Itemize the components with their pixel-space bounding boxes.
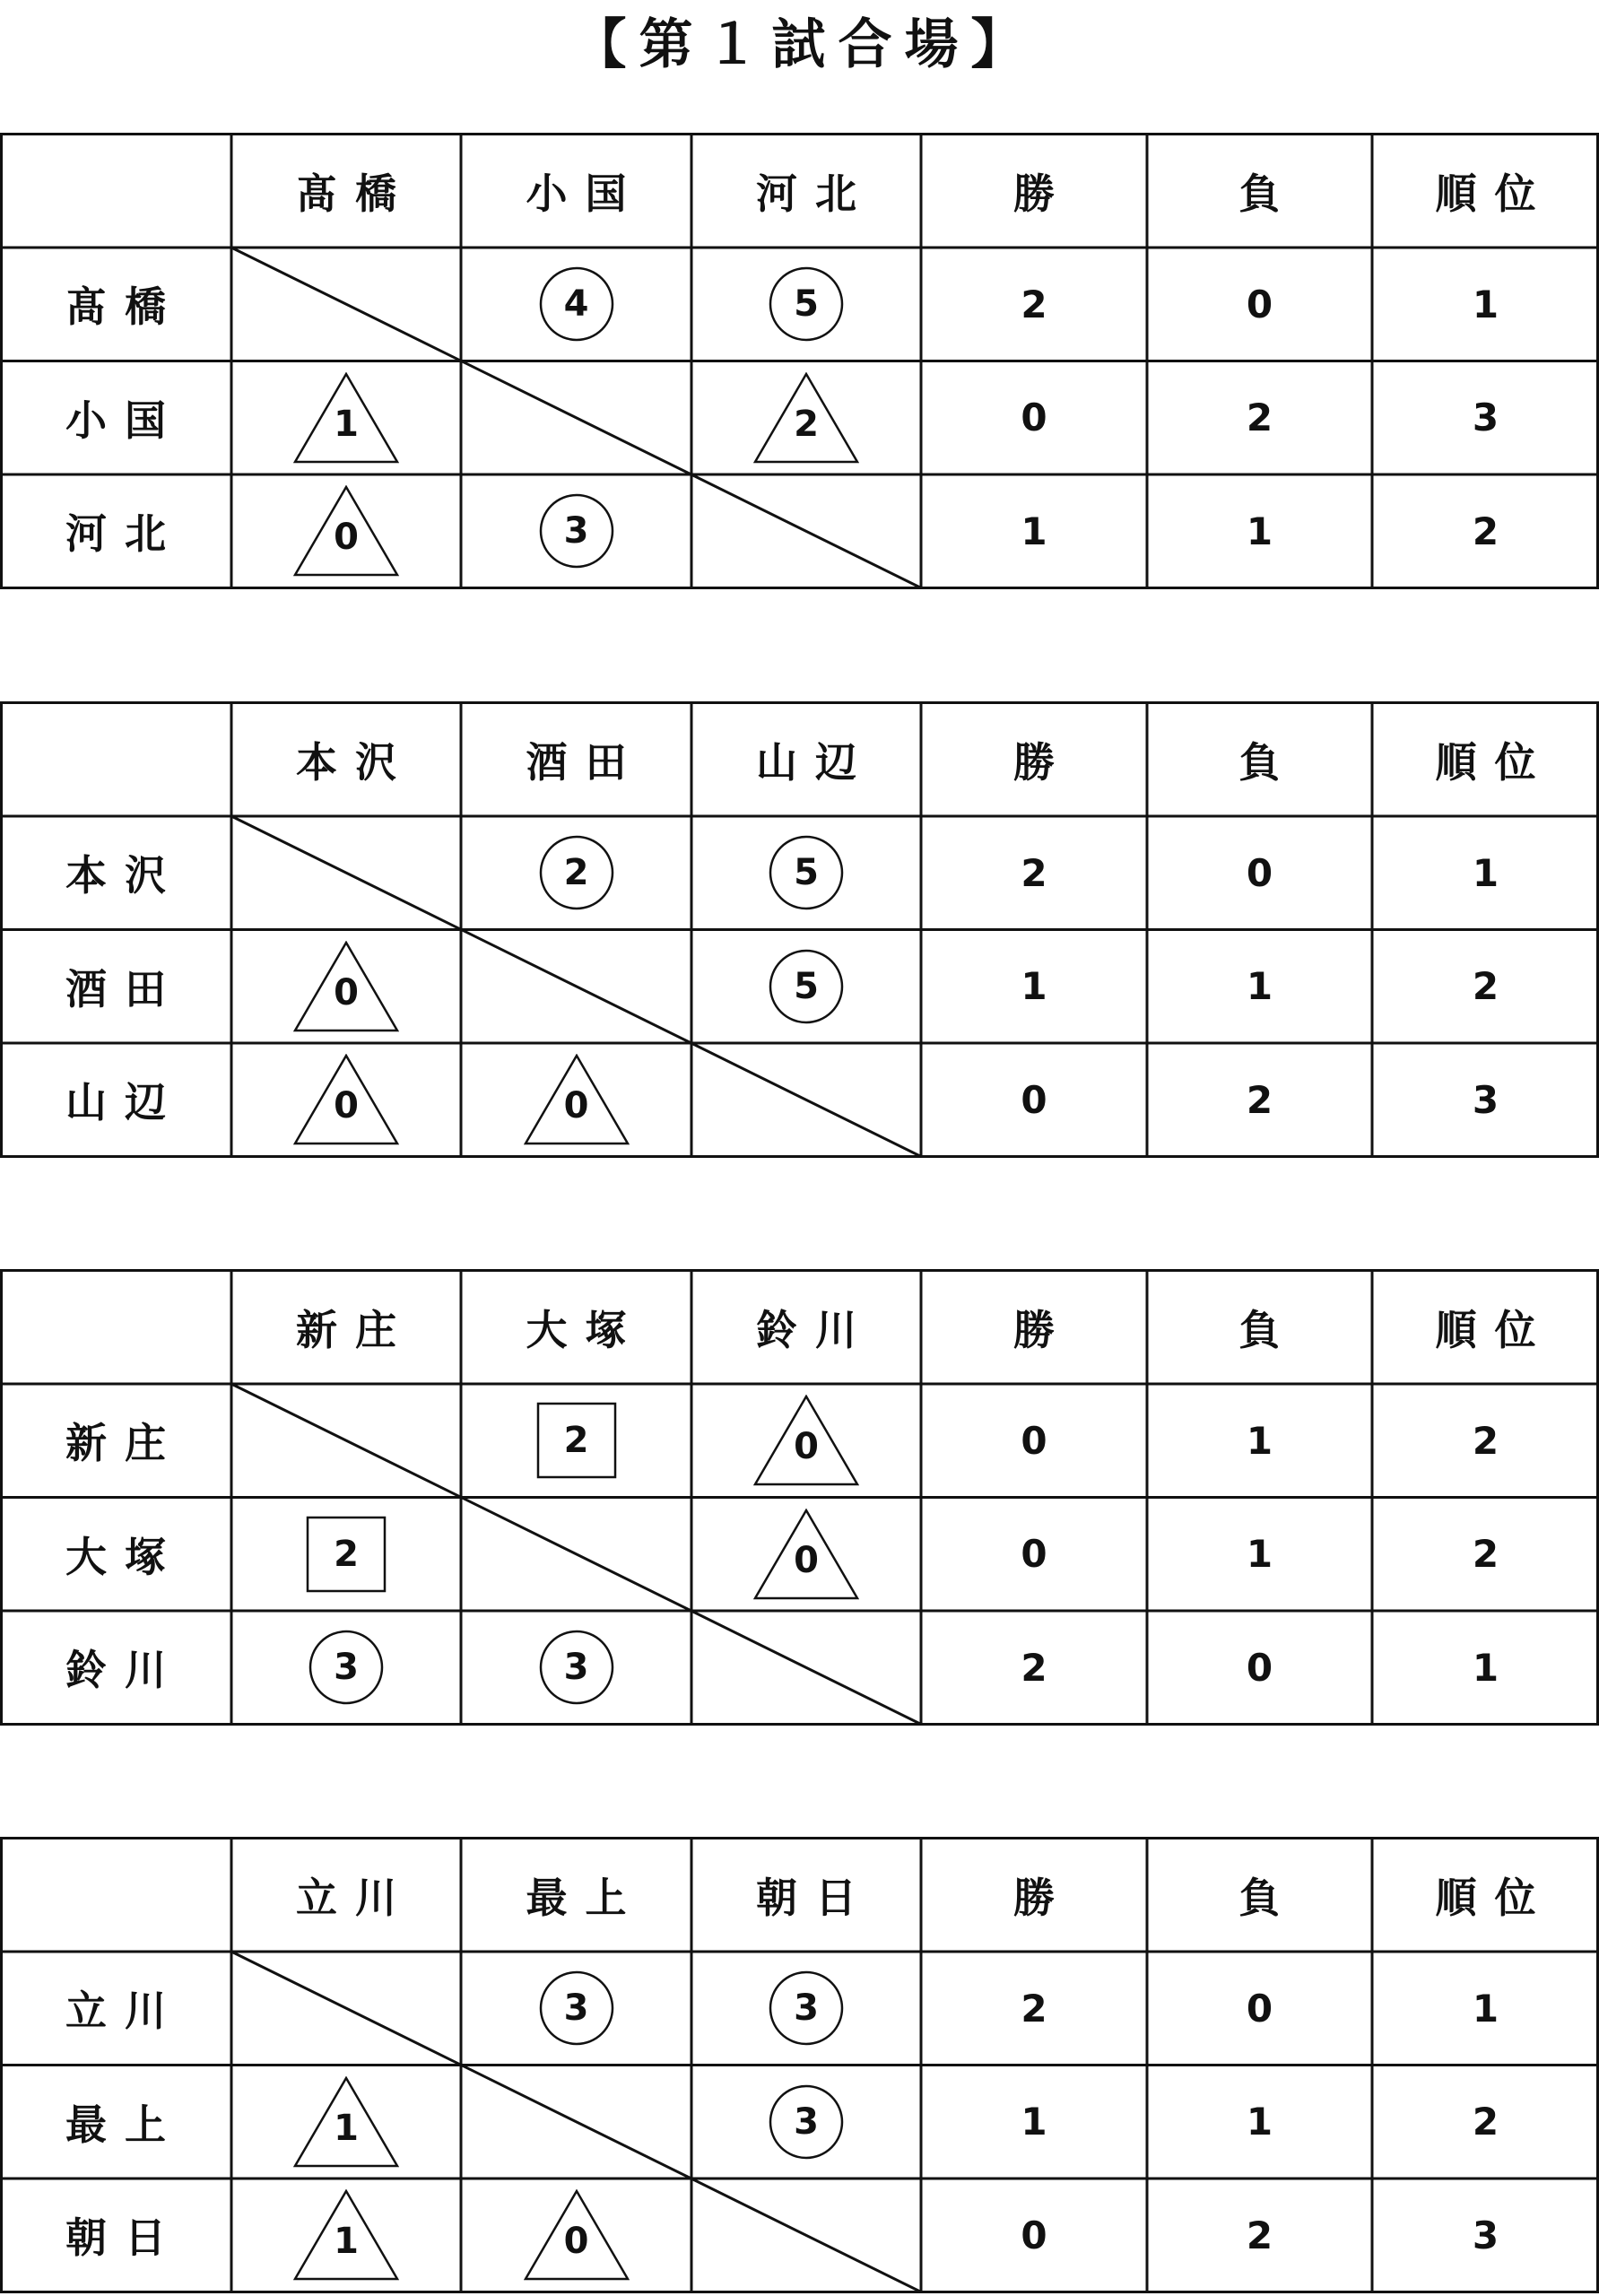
- win-count: 1: [1021, 964, 1047, 1009]
- score-value: 5: [794, 852, 819, 894]
- loss-triangle-icon: [524, 2189, 630, 2281]
- win-circle-icon: [539, 493, 614, 569]
- column-header-team: 酒 田: [526, 737, 627, 787]
- score-value: 2: [794, 403, 819, 445]
- league-table-3: [0, 1269, 1599, 1726]
- loss-count: 1: [1246, 964, 1273, 1009]
- column-header-team: 小 国: [526, 169, 627, 218]
- score-value: 2: [334, 1533, 359, 1575]
- win-count: 2: [1021, 850, 1047, 895]
- loss-count: 2: [1246, 2213, 1273, 2257]
- win-count: 1: [1021, 2100, 1047, 2144]
- row-header-team: 山 辺: [65, 1078, 166, 1127]
- score-value: 0: [563, 2221, 589, 2263]
- column-header-team: 本 沢: [296, 737, 396, 787]
- loss-triangle-icon: [293, 2189, 399, 2281]
- score-value: 0: [334, 1085, 359, 1127]
- page-title: 【 第 １ 試 合 場 】: [572, 13, 1027, 76]
- loss-triangle-icon: [753, 1509, 859, 1600]
- loss-triangle-icon: [753, 372, 859, 464]
- score-value: 0: [334, 971, 359, 1013]
- loss-count: 0: [1246, 1645, 1273, 1690]
- loss-count: 2: [1246, 1077, 1273, 1122]
- loss-count: 1: [1246, 1418, 1273, 1463]
- loss-count: 0: [1246, 850, 1273, 895]
- win-circle-icon: [309, 1630, 384, 1705]
- column-header-rank: 順 位: [1435, 169, 1536, 218]
- column-header-team: 鈴 川: [756, 1305, 856, 1354]
- row-header-team: 髙 橋: [65, 283, 166, 332]
- win-circle-icon: [769, 835, 844, 910]
- rank-value: 1: [1472, 282, 1499, 326]
- score-value: 3: [563, 1987, 589, 2030]
- row-header-team: 鈴 川: [65, 1646, 166, 1695]
- win-circle-icon: [539, 835, 614, 910]
- score-value: 3: [794, 2100, 819, 2143]
- win-circle-icon: [539, 266, 614, 342]
- loss-count: 1: [1246, 2100, 1273, 2144]
- loss-count: 0: [1246, 282, 1273, 326]
- loss-triangle-icon: [293, 1054, 399, 1145]
- loss-triangle-icon: [524, 1054, 630, 1145]
- score-value: 0: [563, 1085, 589, 1127]
- score-value: 3: [563, 510, 589, 552]
- win-circle-icon: [769, 266, 844, 342]
- rank-value: 2: [1472, 1532, 1499, 1577]
- rank-value: 3: [1472, 396, 1499, 440]
- rank-value: 2: [1472, 2100, 1499, 2144]
- score-value: 3: [334, 1647, 359, 1689]
- league-table-4: [0, 1837, 1599, 2294]
- row-header-team: 立 川: [65, 1987, 166, 2036]
- loss-triangle-icon: [293, 941, 399, 1032]
- loss-count: 2: [1246, 396, 1273, 440]
- draw-square-icon: [306, 1516, 387, 1593]
- win-circle-icon: [769, 2084, 844, 2160]
- score-value: 1: [334, 2221, 359, 2263]
- column-header-loss: 負: [1238, 1305, 1281, 1354]
- win-circle-icon: [769, 1970, 844, 2046]
- column-header-team: 髙 橋: [296, 169, 396, 218]
- win-count: 0: [1021, 2213, 1047, 2257]
- column-header-rank: 順 位: [1435, 1873, 1536, 1922]
- column-header-team: 立 川: [296, 1873, 396, 1922]
- score-value: 5: [794, 283, 819, 326]
- win-count: 0: [1021, 396, 1047, 440]
- score-value: 1: [334, 2107, 359, 2149]
- score-value: 0: [794, 1539, 819, 1581]
- loss-triangle-icon: [753, 1395, 859, 1486]
- loss-triangle-icon: [293, 2076, 399, 2168]
- column-header-team: 河 北: [756, 169, 856, 218]
- score-value: 0: [794, 1426, 819, 1468]
- column-header-team: 最 上: [526, 1873, 627, 1922]
- column-header-win: 勝: [1013, 1873, 1055, 1922]
- score-value: 1: [334, 403, 359, 445]
- column-header-rank: 順 位: [1435, 1305, 1536, 1354]
- row-header-team: 本 沢: [65, 851, 166, 900]
- win-count: 2: [1021, 282, 1047, 326]
- rank-value: 2: [1472, 964, 1499, 1009]
- row-header-team: 新 庄: [65, 1419, 166, 1468]
- rank-value: 3: [1472, 2213, 1499, 2257]
- column-header-loss: 負: [1238, 169, 1281, 218]
- win-count: 0: [1021, 1532, 1047, 1577]
- league-table-1: [0, 133, 1599, 590]
- row-header-team: 大 塚: [65, 1532, 166, 1581]
- column-header-loss: 負: [1238, 737, 1281, 787]
- rank-value: 3: [1472, 1077, 1499, 1122]
- score-value: 2: [563, 1420, 589, 1462]
- win-count: 2: [1021, 1986, 1047, 2031]
- loss-count: 1: [1246, 509, 1273, 553]
- score-value: 2: [563, 852, 589, 894]
- win-count: 0: [1021, 1077, 1047, 1122]
- win-count: 1: [1021, 509, 1047, 553]
- column-header-rank: 順 位: [1435, 737, 1536, 787]
- rank-value: 1: [1472, 1645, 1499, 1690]
- loss-triangle-icon: [293, 372, 399, 464]
- row-header-team: 朝 日: [65, 2213, 166, 2263]
- column-header-team: 大 塚: [526, 1305, 627, 1354]
- score-value: 5: [794, 965, 819, 1007]
- loss-triangle-icon: [293, 485, 399, 577]
- win-circle-icon: [539, 1630, 614, 1705]
- row-header-team: 酒 田: [65, 964, 166, 1013]
- win-circle-icon: [769, 949, 844, 1024]
- row-header-team: 小 国: [65, 396, 166, 445]
- column-header-team: 新 庄: [296, 1305, 396, 1354]
- column-header-loss: 負: [1238, 1873, 1281, 1922]
- win-count: 0: [1021, 1418, 1047, 1463]
- column-header-win: 勝: [1013, 169, 1055, 218]
- column-header-win: 勝: [1013, 737, 1055, 787]
- score-value: 3: [563, 1647, 589, 1689]
- win-count: 2: [1021, 1645, 1047, 1690]
- row-header-team: 河 北: [65, 509, 166, 559]
- row-header-team: 最 上: [65, 2100, 166, 2149]
- column-header-team: 山 辺: [756, 737, 856, 787]
- rank-value: 2: [1472, 509, 1499, 553]
- column-header-team: 朝 日: [756, 1873, 856, 1922]
- rank-value: 2: [1472, 1418, 1499, 1463]
- score-value: 3: [794, 1987, 819, 2030]
- league-table-2: [0, 701, 1599, 1159]
- draw-square-icon: [536, 1402, 617, 1479]
- score-value: 0: [334, 517, 359, 559]
- score-value: 4: [563, 283, 589, 326]
- column-header-win: 勝: [1013, 1305, 1055, 1354]
- loss-count: 0: [1246, 1986, 1273, 2031]
- rank-value: 1: [1472, 850, 1499, 895]
- win-circle-icon: [539, 1970, 614, 2046]
- loss-count: 1: [1246, 1532, 1273, 1577]
- rank-value: 1: [1472, 1986, 1499, 2031]
